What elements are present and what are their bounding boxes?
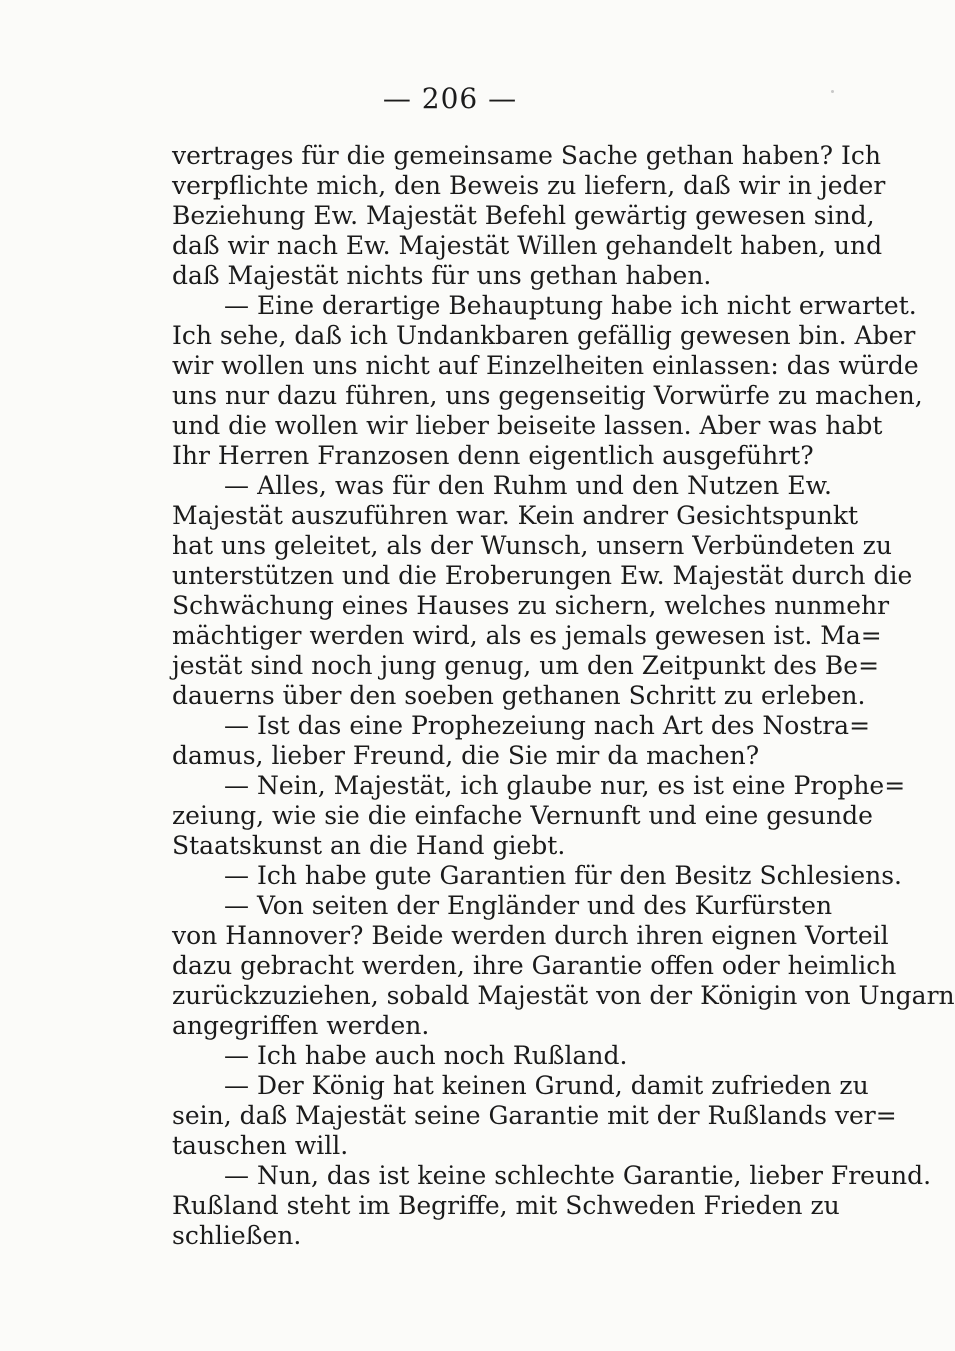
- text-line: jestät sind noch jung genug, um den Zeitpunkt des Be=: [172, 651, 880, 680]
- text-line: wir wollen uns nicht auf Einzelheiten einlassen: das würde: [172, 351, 919, 380]
- text-line: Staatskunst an die Hand giebt.: [172, 831, 566, 860]
- text-line: — Nun, das ist keine schlechte Garantie, lieber Freund.: [224, 1161, 932, 1190]
- text-line: zeiung, wie sie die einfache Vernunft und eine gesunde: [172, 801, 873, 830]
- text-line: Schwächung eines Hauses zu sichern, welches nunmehr: [172, 591, 890, 620]
- text-line: — Ich habe auch noch Rußland.: [224, 1041, 628, 1070]
- text-line: und die wollen wir lieber beiseite lassen. Aber was habt: [172, 411, 883, 440]
- text-line: daß Majestät nichts für uns gethan haben.: [172, 261, 712, 290]
- text-line: dazu gebracht werden, ihre Garantie offen oder heimlich: [172, 951, 897, 980]
- text-line: daß wir nach Ew. Majestät Willen gehandelt haben, und: [172, 231, 883, 260]
- text-line: — Nein, Majestät, ich glaube nur, es ist eine Prophe=: [224, 771, 906, 800]
- text-line: tauschen will.: [172, 1131, 349, 1160]
- text-line: dauerns über den soeben gethanen Schritt zu erleben.: [172, 681, 866, 710]
- text-line: Rußland steht im Begriffe, mit Schweden Frieden zu: [172, 1191, 840, 1220]
- text-line: — Der König hat keinen Grund, damit zufrieden zu: [224, 1071, 869, 1100]
- text-line: Ich sehe, daß ich Undankbaren gefällig gewesen bin. Aber: [172, 321, 916, 350]
- text-line: damus, lieber Freund, die Sie mir da machen?: [172, 741, 760, 770]
- text-line: sein, daß Majestät seine Garantie mit der Rußlands ver=: [172, 1101, 897, 1130]
- text-line: uns nur dazu führen, uns gegenseitig Vorwürfe zu machen,: [172, 381, 923, 410]
- text-line: mächtiger werden wird, als es jemals gewesen ist. Ma=: [172, 621, 882, 650]
- text-line: Ihr Herren Franzosen denn eigentlich ausgeführt?: [172, 441, 814, 470]
- page-body-text: [172, 141, 955, 1251]
- text-line: zurückzuziehen, sobald Majestät von der Königin von Ungarn: [172, 981, 955, 1010]
- text-line: hat uns geleitet, als der Wunsch, unsern Verbündeten zu: [172, 531, 892, 560]
- text-line: — Von seiten der Engländer und des Kurfürsten: [224, 891, 833, 920]
- text-line: — Alles, was für den Ruhm und den Nutzen Ew.: [224, 471, 832, 500]
- text-line: Beziehung Ew. Majestät Befehl gewärtig gewesen sind,: [172, 201, 875, 230]
- text-line: — Ist das eine Prophezeiung nach Art des Nostra=: [224, 711, 871, 740]
- text-line: schließen.: [172, 1221, 302, 1250]
- text-line: von Hannover? Beide werden durch ihren eignen Vorteil: [172, 921, 889, 950]
- text-line: — Ich habe gute Garantien für den Besitz Schlesiens.: [224, 861, 903, 890]
- page-number: — 206 —: [382, 82, 518, 115]
- text-line: Majestät auszuführen war. Kein andrer Gesichtspunkt: [172, 501, 859, 530]
- text-line: verpflichte mich, den Beweis zu liefern, daß wir in jeder: [172, 171, 886, 200]
- text-line: — Eine derartige Behauptung habe ich nicht erwartet.: [224, 291, 917, 320]
- text-line: unterstützen und die Eroberungen Ew. Majestät durch die: [172, 561, 913, 590]
- text-line: vertrages für die gemeinsame Sache gethan haben? Ich: [172, 141, 881, 170]
- text-line: angegriffen werden.: [172, 1011, 430, 1040]
